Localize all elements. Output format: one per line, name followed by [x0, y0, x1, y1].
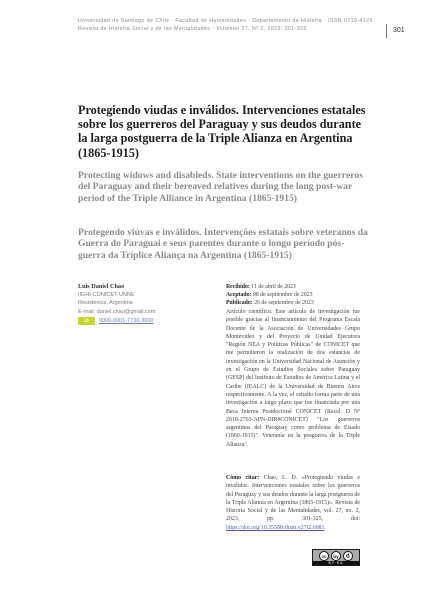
orcid-row	[78, 317, 218, 325]
by-icon: by	[331, 551, 341, 561]
journal-header-line2: Revista de Historia Social y de las Mentalidades · Volumen 27, Nº 2, 2023: 301-325	[78, 25, 307, 32]
accepted-label: Aceptado:	[226, 292, 252, 298]
share-alike-glyph	[345, 553, 351, 559]
author-location: Resistencia, Argentina	[78, 300, 133, 307]
cc-icon: cc	[319, 551, 329, 561]
accepted-value: 08 de septiembre de 2023	[252, 292, 313, 298]
title-english: Protecting widows and disableds. State interventions on the guerreros del Paraguay and their bereaved relatives during the long post-war period of the Triple Alliance in Argentina (1865-1915)	[78, 170, 363, 204]
author-name: Luis Daniel Chao	[78, 283, 125, 290]
author-block	[78, 283, 218, 325]
page-number: 301	[386, 24, 405, 38]
license-label: BY SA	[313, 561, 359, 565]
orcid-link[interactable]: 0000-0001-7730-3600	[99, 317, 154, 324]
citation-label: Cómo citar:	[226, 475, 260, 481]
published-label: Publicado:	[226, 300, 253, 306]
received-value: 11 de abril de 2023	[251, 284, 296, 290]
received-date	[226, 283, 376, 291]
journal-header	[78, 18, 378, 33]
author-email[interactable]: E-mail: daniel.chao@gmail.com	[78, 308, 156, 315]
journal-header-line1: Universidad de Santiago de Chile · Facultad de Humanidades · Departamento de Historia · ISSN 0719-4129	[78, 18, 373, 24]
citation-text: Chao, L. D. «Protegiendo viudas e inválidos. Intervenciones estatales sobre los guerreros del Paraguay y sus deudos durante la larga postguerra de la Triple Alianza en Argentina (1865-1915)». Revista de Historia Social y de las Mentalidades, vol. 27, no. 2, 2023, pp. 301-325,	[226, 475, 360, 523]
citation-end: .	[324, 524, 326, 531]
title-portuguese: Protegendo viúvas e inválidos. Intervenções estatais sobre veteranos da Guerra do Paraguai e seus parentes durante o longo período pós-guerra da Tríplice Aliança na Argentina (1865-1915)	[78, 227, 368, 261]
published-date	[226, 299, 376, 307]
citation-doi-prefix: doi:	[350, 516, 360, 523]
author-affiliation: IIGHI-CONICET-UNNE	[78, 292, 135, 299]
published-value: 26 de septiembre de 2023	[254, 300, 314, 306]
cc-license-badge[interactable]	[312, 549, 360, 566]
received-label: Recibido:	[226, 284, 250, 290]
share-alike-icon	[343, 551, 353, 561]
accepted-date	[226, 291, 376, 299]
title-spanish: Protegiendo viudas e inválidos. Intervenciones estatales sobre los guerreros del Paraguay y sus deudos durante la larga postguerra de la Triple Alianza en Argentina (1865-1915)	[78, 103, 366, 160]
citation	[226, 474, 360, 532]
orcid-icon[interactable]: iD	[78, 317, 95, 325]
publication-dates	[226, 283, 376, 307]
article-note: Artículo científico. Este artículo de investigación fue posible gracias al financiamiento del Programa Escala Docente de la Asociación de Universidades Grupo Montevideo y del Proyecto de Unidad Ejecutora "Región NEA y Políticas Públicas" de CONICET que me permitieron la realización de dos estancias de investigación en la Universidad Nacional de Asunción y en el Grupo de Estudios Sociales sobre Paraguay (GESP) del Instituto de Estudios de América Latina y el Caribe (IEALC) de la Universidad de Buenos Aires respectivamente. A la vez, el estudio forma parte de una investigación a largo plazo que fue financiada por una Beca Interna Postdoctoral CONICET (Resol. D Nº 2018-2703-APN-DIR#CONICET) "Los guerreros argentinos del Paraguay como problema de Estado (1860-1915)". Veteranía en la posguerra de la Triple Alianza".	[226, 309, 360, 448]
citation-doi-link[interactable]: https://doi.org/10.35588/rhsm.v27i2.6081	[226, 524, 325, 531]
